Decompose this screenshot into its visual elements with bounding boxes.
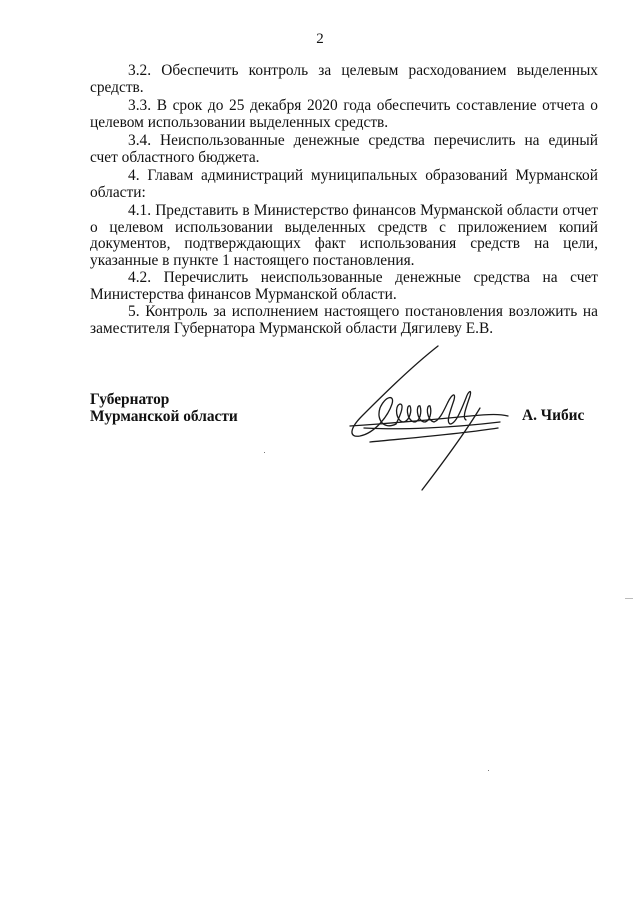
paragraph-3-2: 3.2. Обеспечить контроль за целевым расходованием выделенных средств.: [90, 62, 598, 96]
signer-name: А. Чибис: [522, 407, 585, 424]
paragraph-3-4: 3.4. Неиспользованные денежные средства перечислить на единый счет областного бюджета.: [90, 132, 598, 166]
scan-speck: [625, 598, 633, 599]
page-number: 2: [316, 31, 324, 47]
signer-position-line1: Губернатор: [90, 391, 170, 408]
paragraph-3-3: 3.3. В срок до 25 декабря 2020 года обеспечить составление отчета о целевом использовании выделенных средств.: [90, 97, 598, 131]
paragraph-4-2: 4.2. Перечислить неиспользованные денежные средства на счет Министерства финансов Мурманской области.: [90, 269, 598, 303]
paragraph-4: 4. Главам администраций муниципальных образований Мурманской области:: [90, 167, 598, 201]
paragraph-4-1: 4.1. Представить в Министерство финансов Мурманской области отчет о целевом использовании выделенных средств с приложением копий документов, подтверждающих факт использования средств на цели, указанные в пункте 1 настоящего постановления.: [90, 202, 598, 269]
scan-speck: [488, 770, 489, 771]
paragraph-5: 5. Контроль за исполнением настоящего постановления возложить на заместителя Губернатора Мурманской области Дягилеву Е.В.: [90, 303, 598, 337]
handwritten-signature: [340, 338, 510, 498]
scan-speck: [264, 452, 265, 453]
signer-position: [90, 391, 238, 425]
signer-position-line2: Мурманской области: [90, 408, 238, 425]
